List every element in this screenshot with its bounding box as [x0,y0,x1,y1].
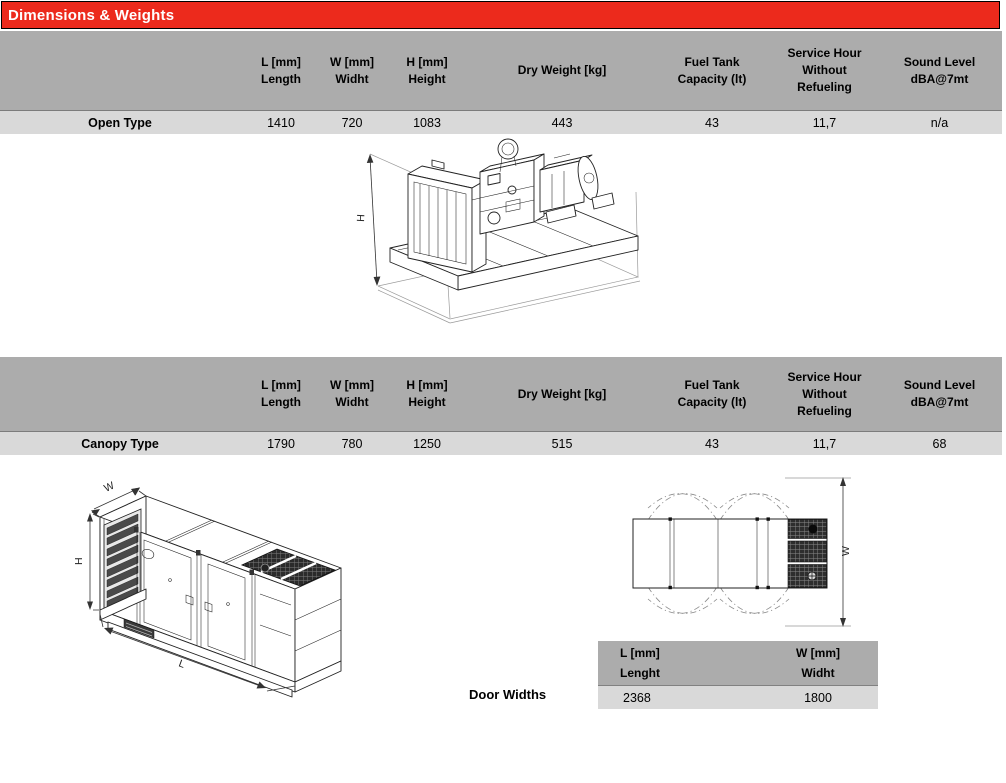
canopy-dim-h-label: H [73,557,85,565]
canopy-dim-l-label: L [176,657,187,671]
open-type-drawing [340,136,650,338]
canopy-service-value: 11,7 [772,432,877,456]
col-height: H [mm] Height [382,357,472,432]
door-swing-plan-drawing [615,468,860,650]
canopy-length-value: 1790 [240,432,322,456]
open-length-value: 1410 [240,111,322,135]
col-width: W [mm] Widht [322,357,382,432]
door-col-width: W [mm] Widht [710,641,878,686]
canopy-dry-weight-value: 515 [472,432,652,456]
open-type-value-row [0,111,1002,135]
open-type-spec-table [0,31,1002,134]
col-sound-level: Sound Level dBA@7mt [877,357,1002,432]
door-widths-label: Door Widths [469,687,547,702]
col-fuel-tank: Fuel Tank Capacity (lt) [652,357,772,432]
col-service-hour: Service Hour Without Refueling [772,357,877,432]
col-dry-weight: Dry Weight [kg] [472,357,652,432]
open-dim-h-label: H [355,213,368,223]
door-widths-header-row [598,641,878,686]
canopy-drawing [60,468,350,722]
door-width-value: 1800 [710,686,878,710]
spacer-cell [0,31,240,111]
row-label: Canopy Type [0,432,240,456]
door-widths-value-row [598,686,878,710]
col-service-hour: Service Hour Without Refueling [772,31,877,111]
open-sound-value: n/a [877,111,1002,135]
canopy-width-value: 780 [322,432,382,456]
col-length: L [mm] Length [240,357,322,432]
canopy-type-header-row [0,357,1002,432]
col-dry-weight: Dry Weight [kg] [472,31,652,111]
canopy-dim-w-label: W [102,479,117,495]
section-header-bar [1,1,1000,29]
door-length-value: 2368 [598,686,710,710]
door-widths-table [598,641,878,709]
section-title: Dimensions & Weights [8,6,175,24]
open-fuel-value: 43 [652,111,772,135]
canopy-type-value-row [0,432,1002,456]
canopy-sound-value: 68 [877,432,1002,456]
plan-dim-w-label: W [840,546,852,556]
open-width-value: 720 [322,111,382,135]
canopy-type-spec-table [0,357,1002,455]
col-length: L [mm] Length [240,31,322,111]
col-fuel-tank: Fuel Tank Capacity (lt) [652,31,772,111]
open-dry-weight-value: 443 [472,111,652,135]
open-type-header-row [0,31,1002,111]
open-height-value: 1083 [382,111,472,135]
col-width: W [mm] Widht [322,31,382,111]
canopy-fuel-value: 43 [652,432,772,456]
open-service-value: 11,7 [772,111,877,135]
col-sound-level: Sound Level dBA@7mt [877,31,1002,111]
canopy-height-value: 1250 [382,432,472,456]
col-height: H [mm] Height [382,31,472,111]
row-label: Open Type [0,111,240,135]
spacer-cell [0,357,240,432]
door-col-length: L [mm] Lenght [598,641,710,686]
